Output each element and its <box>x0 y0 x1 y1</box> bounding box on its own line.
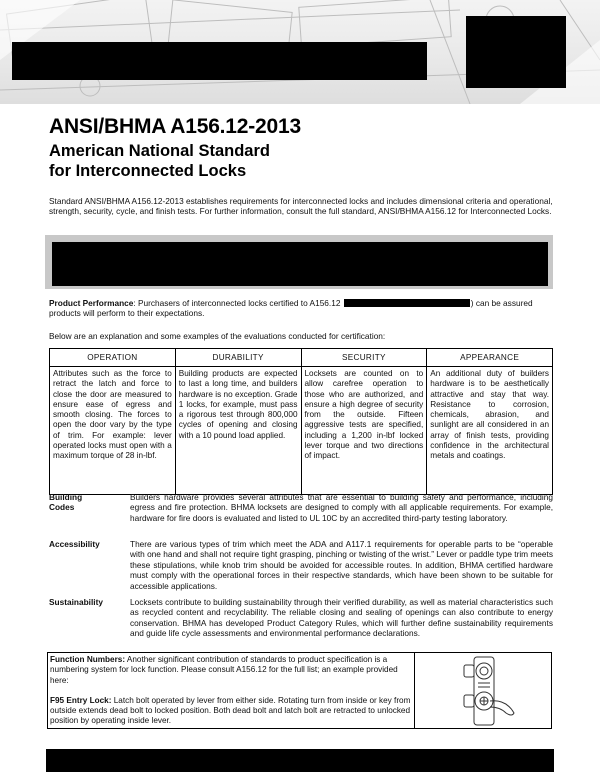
section-label <box>49 492 124 513</box>
function-numbers-text <box>48 653 415 728</box>
cell-security: Locksets are counted on to allow carefree operation to those who are authorized, and ensure a high degree of security from the outside. Fifteen aggressive tests are specified, including a 1,200 in-lbf locked lever torque and two directions of impact. <box>301 367 427 495</box>
header-appearance: APPEARANCE <box>427 349 553 367</box>
interconnected-lock-icon <box>460 655 520 727</box>
product-performance-paragraph <box>49 298 553 319</box>
section-label: Accessibility <box>49 539 100 549</box>
section-text: Builders hardware provides several attributes that are essential to building safety and performance, including egress and fire protection. BHMA locksets are designed to comply with all applicable requirements. For example, hardware for fire doors is evaluated and listed to UL 10C by an accredited third-party testing laboratory. <box>130 492 553 523</box>
evaluation-table <box>49 348 553 495</box>
section-label: Sustainability <box>49 597 103 607</box>
section-building-codes <box>49 492 553 536</box>
page-subtitle-line2: for Interconnected Locks <box>49 162 247 180</box>
cell-operation: Attributes such as the force to retract the latch and force to close the door are measured to ensure ease of egress and smooth closing. The forces to open the door vary by the type of trim. For example: lever operated locks must open with a maximum torque of 28 in-lbf. <box>50 367 176 495</box>
header-security: SECURITY <box>301 349 427 367</box>
redacted-callout <box>52 242 548 286</box>
lock-illustration-cell <box>416 653 551 728</box>
section-accessibility <box>49 539 553 595</box>
f95-paragraph <box>50 696 412 727</box>
header-operation: OPERATION <box>50 349 176 367</box>
function-numbers-body: Another significant contribution of standards to product specification is a numbering system for lock function. Please consult A156.12 for the full list; an example provided here: <box>50 655 398 685</box>
table-row <box>50 367 553 495</box>
section-text: There are various types of trim which meet the ADA and A117.1 requirements for operable parts to be “operable with one hand and shall not require tight grasping, pinching or twisting of the wrist.” Lever or paddle type trim meets these stipulations, while knob trim should be avoided for accessible routes. In addition, BHMA certified hardware must comply with the operational forces in their respective standards, which have been shown to be suitable for accessible applications. <box>130 539 553 591</box>
header-banner <box>0 0 600 104</box>
evaluation-intro: Below are an explanation and some examples of the evaluations conducted for certification: <box>49 331 386 341</box>
page-subtitle-line1: American National Standard <box>49 142 270 160</box>
f95-label: F95 Entry Lock: <box>50 695 112 705</box>
section-sustainability <box>49 597 553 649</box>
page-title: ANSI/BHMA A156.12-2013 <box>49 115 301 138</box>
redacted-logo <box>466 16 566 88</box>
function-numbers-paragraph <box>50 655 412 686</box>
function-numbers-label: Function Numbers: <box>50 655 126 664</box>
header-durability: DURABILITY <box>175 349 301 367</box>
redacted-header-title <box>12 42 427 80</box>
redacted-footer <box>46 749 554 772</box>
product-performance-text-after: ) can be assured products will perform to their expectations. <box>49 298 533 319</box>
f95-body: Latch bolt operated by lever from either side. Rotating turn from inside or key from outside extends dead bolt to locked position. Both dead bolt and latch bolt are retracted to unlocked position by operating inside lever. <box>50 695 411 726</box>
section-label-line2: Codes <box>49 502 75 513</box>
function-numbers-box <box>47 652 552 729</box>
product-performance-text-before: : Purchasers of interconnected locks certified to A156.12 <box>133 298 341 308</box>
intro-paragraph: Standard ANSI/BHMA A156.12-2013 establishes requirements for interconnected locks and includes dimensional criteria and operational, strength, security, cycle, and finish tests. For further information, consult the full standard, ANSI/BHMA A156.12 for Interconnected Locks. <box>49 196 553 217</box>
section-label-line1: Building <box>49 492 83 502</box>
redacted-inline-text <box>344 299 470 307</box>
table-header-row <box>50 349 553 367</box>
section-text: Locksets contribute to building sustainability through their verified durability, as well as material characteristics such as recycled content and recyclability. The reliable closing and sealing of openings can also contribute to energy conservation. BHMA has developed Product Category Rules, which will further define sustainability requirements and guide life cycle assessments and environmental performance declarations. <box>130 597 553 639</box>
cell-appearance: An additional duty of builders hardware is to be aesthetically attractive and stay that way. Resistance to corrosion, chemicals, abrasion, and sunlight are all considered in an array of finish tests, providing confidence in the architectural metals and coatings. <box>427 367 553 495</box>
product-performance-label: Product Performance <box>49 298 134 308</box>
cell-durability: Building products are expected to last a long time, and builders hardware is no exception. Grade 1 locks, for example, must pass a rigorous test through 800,000 cycles of opening and closing with a 10 pound load applied. <box>175 367 301 495</box>
